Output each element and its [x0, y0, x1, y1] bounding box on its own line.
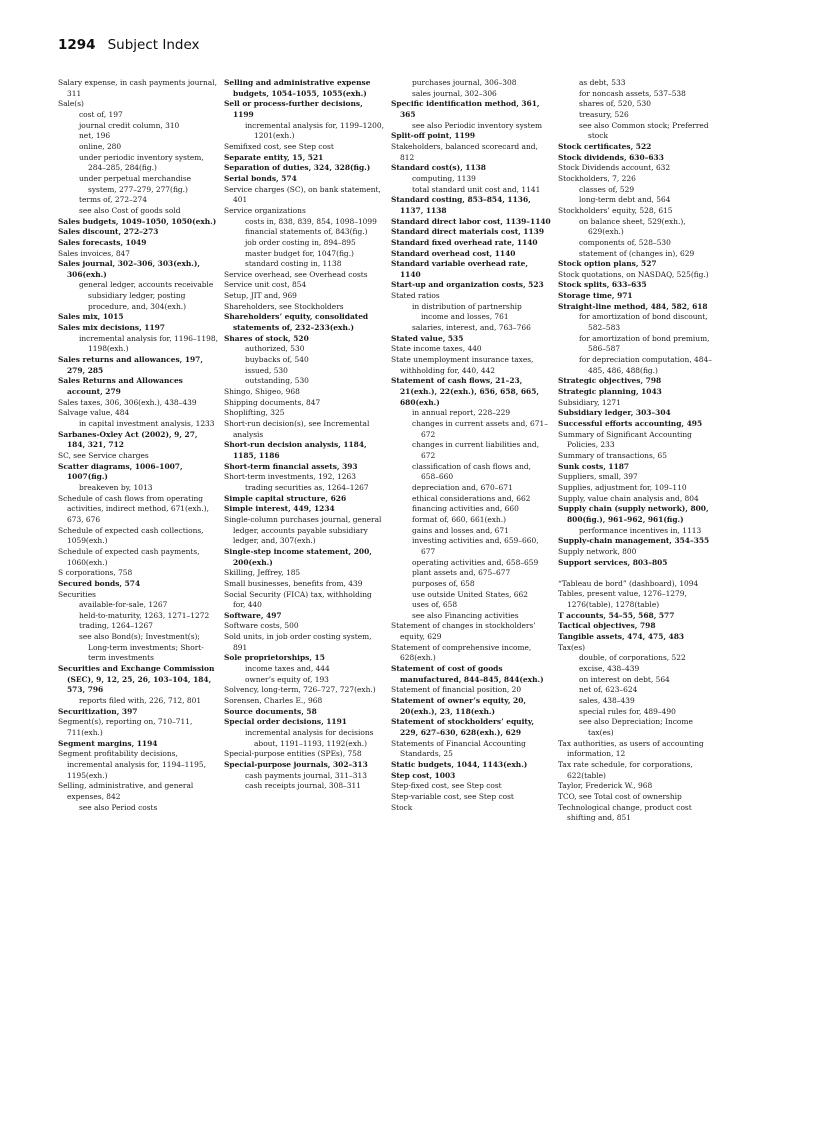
index-entry: Step cost, 1003 — [391, 770, 456, 780]
index-letter-gap — [558, 568, 718, 579]
index-entry: Short-term financial assets, 393 — [224, 461, 358, 471]
index-entry: Stated ratios — [391, 291, 440, 301]
index-entry: Service unit cost, 854 — [224, 280, 307, 290]
index-entry: Tax authorities, as users of accounting information, 12 — [558, 738, 704, 759]
index-entry: Stock option plans, 527 — [558, 259, 657, 269]
index-entry: Stock certificates, 522 — [558, 141, 652, 151]
index-subentry: components of, 528–530 — [579, 237, 671, 247]
index-subentry: see also Depreciation; Income tax(es) — [579, 717, 693, 738]
index-subentry: changes in current assets and, 671–672 — [412, 419, 548, 439]
index-entry: Sales budgets, 1049–1050, 1050(exh.) — [58, 216, 217, 226]
index-entry: Service organizations — [224, 205, 306, 215]
index-subentry: gains and losses and, 671 — [412, 525, 509, 535]
index-subentry: investing activities and, 659–660, 677 — [412, 536, 539, 556]
index-subentry: classes of, 529 — [579, 184, 635, 194]
index-subentry: for depreciation computation, 484–485, 486, 488(fig.) — [579, 355, 712, 375]
index-entry: Solvency, long-term, 726–727, 727(exh.) — [224, 685, 376, 695]
index-subentry: treasury, 526 — [579, 109, 629, 119]
index-subentry: cost of, 197 — [79, 109, 123, 119]
index-subentry: use outside United States, 662 — [412, 589, 528, 599]
index-entry: Service overhead, see Overhead costs — [224, 269, 368, 279]
index-entry: Statement of cost of goods manufactured, 844–845, 844(exh.) — [391, 664, 544, 684]
index-subentry: cash receipts journal, 308–311 — [245, 781, 361, 791]
index-entry: Shipping documents, 847 — [224, 397, 321, 407]
index-subentry: operating activities and, 658–659 — [412, 557, 539, 567]
index-entry: Securitization, 397 — [58, 706, 138, 716]
index-subentry: net of, 623–624 — [579, 685, 638, 695]
index-entry: Software costs, 500 — [224, 621, 299, 631]
index-subentry: terms of, 272–274 — [79, 195, 147, 205]
index-subentry: double, of corporations, 522 — [579, 653, 686, 663]
index-subentry: incremental analysis for decisions about, 1191–1193, 1192(exh.) — [245, 728, 374, 748]
index-entry: Salvage value, 484 — [58, 408, 130, 418]
index-entry: Skilling, Jeffrey, 185 — [224, 568, 301, 578]
index-entry: Sell or process-further decisions, 1199 — [224, 99, 363, 119]
index-entry: Single-column purchases journal, general ledger, accounts payable subsidiary ledger, and, 307(exh.) — [224, 514, 382, 546]
index-subentry: net, 196 — [79, 131, 111, 141]
index-entry: Small businesses, benefits from, 439 — [224, 578, 363, 588]
index-entry: Stockholders, 7, 226 — [558, 173, 636, 183]
index-entry: Separation of duties, 324, 328(fig.) — [224, 163, 371, 173]
index-subentry: master budget for, 1047(fig.) — [245, 248, 354, 258]
index-entry: Single-step income statement, 200, 200(exh.) — [224, 546, 372, 567]
index-subentry: job order costing in, 894–895 — [245, 237, 356, 247]
index-entry: Sales mix decisions, 1197 — [58, 323, 165, 333]
index-subentry: journal credit column, 310 — [79, 120, 180, 130]
index-subentry: performance incentives in, 1113 — [579, 525, 702, 535]
index-subentry: incremental analysis for, 1196–1198, 1198(exh.) — [79, 333, 218, 354]
index-entry: Supplies, adjustment for, 109–110 — [558, 482, 687, 492]
index-entry: Schedule of expected cash collections, 1059(exh.) — [58, 525, 204, 546]
index-entry: Stock Dividends account, 632 — [558, 163, 671, 173]
index-subentry: buybacks of, 540 — [245, 355, 309, 365]
index-entry: Storage time, 971 — [558, 291, 633, 301]
index-subentry: trading securities as, 1264–1267 — [245, 482, 369, 492]
index-entry: Segment margins, 1194 — [58, 738, 158, 748]
index-entry: Separate entity, 15, 521 — [224, 152, 324, 162]
index-entry: Supply network, 800 — [558, 546, 637, 556]
index-entry: Statements of Financial Accounting Standards, 25 — [391, 738, 526, 759]
index-entry: Stock splits, 633–635 — [558, 280, 647, 290]
index-subentry: purposes of, 658 — [412, 578, 475, 588]
index-entry: Taylor, Frederick W., 968 — [558, 781, 653, 791]
index-entry: Sales discount, 272–273 — [58, 227, 159, 237]
index-entry: Tangible assets, 474, 475, 483 — [558, 632, 685, 642]
index-subentry: see also Periodic inventory system — [412, 120, 543, 130]
index-subentry: for noncash assets, 537–538 — [579, 88, 686, 98]
index-entry: SC, see Service charges — [58, 450, 149, 460]
index-column-3 — [391, 78, 551, 813]
index-entry: “Tableau de bord” (dashboard), 1094 — [558, 578, 699, 588]
index-entry: Special order decisions, 1191 — [224, 717, 347, 727]
index-entry: Statement of comprehensive income, 628(exh.) — [391, 642, 532, 663]
index-entry: State unemployment insurance taxes, withholding for, 440, 442 — [391, 355, 534, 375]
index-subentry: income taxes and, 444 — [245, 664, 330, 674]
index-entry: Sales invoices, 847 — [58, 248, 131, 258]
index-entry: Strategic planning, 1043 — [558, 387, 662, 397]
index-entry: Tax rate schedule, for corporations, 622(table) — [558, 759, 693, 780]
index-subentry: in distribution of partnership income and losses, 761 — [412, 301, 522, 322]
index-entry: Serial bonds, 574 — [224, 173, 297, 183]
index-entry: Summary of Significant Accounting Policies, 233 — [558, 429, 692, 450]
index-subentry: held-to-maturity, 1263, 1271–1272 — [79, 610, 210, 620]
index-entry: Sold units, in job order costing system, 891 — [224, 632, 372, 652]
page-header — [58, 36, 200, 56]
index-entry: Sales taxes, 306, 306(exh.), 438–439 — [58, 397, 197, 407]
index-entry: Selling, administrative, and general expenses, 842 — [58, 781, 194, 801]
index-entry: Support services, 803–805 — [558, 557, 668, 567]
index-entry: Shareholders’ equity, consolidated statements of, 232–233(exh.) — [224, 312, 369, 333]
index-subentry: standard costing in, 1138 — [245, 259, 342, 269]
index-entry: Stock — [391, 802, 413, 812]
index-entry: Standard direct materials cost, 1139 — [391, 227, 545, 237]
index-entry: Securities — [58, 589, 96, 599]
index-entry: Securities and Exchange Commission (SEC), 9, 12, 25, 26, 103–104, 184, 573, 796 — [58, 664, 215, 695]
index-entry: Stated value, 535 — [391, 333, 464, 343]
index-entry: Statement of cash flows, 21–23, 21(exh.), 22(exh.), 656, 658, 665, 680(exh.) — [391, 376, 539, 407]
index-entry: Stock quotations, on NASDAQ, 525(fig.) — [558, 269, 709, 279]
index-subentry: under perpetual merchandise system, 277–279, 277(fig.) — [79, 173, 192, 194]
index-subentry: outstanding, 530 — [245, 376, 309, 386]
index-subentry: sales, 438–439 — [579, 696, 635, 706]
index-subentry: sales journal, 302–306 — [412, 88, 497, 98]
index-subentry: on balance sheet, 529(exh.), 629(exh.) — [579, 216, 686, 237]
index-entry: Shoplifting, 325 — [224, 408, 285, 418]
index-column-2 — [224, 78, 384, 792]
index-entry: Sarbanes-Oxley Act (2002), 9, 27, 184, 321, 712 — [58, 429, 198, 450]
index-entry: Standard fixed overhead rate, 1140 — [391, 237, 538, 247]
index-entry: Sale(s) — [58, 99, 84, 109]
index-entry: Sunk costs, 1187 — [558, 461, 630, 471]
index-entry: Short-run decision(s), see Incremental analysis — [224, 419, 370, 439]
index-entry: Sorensen, Charles E., 968 — [224, 696, 323, 706]
index-entry: Sales mix, 1015 — [58, 312, 124, 322]
index-subentry: as debt, 533 — [579, 78, 626, 87]
index-subentry: authorized, 530 — [245, 344, 305, 354]
index-entry: Special-purpose entities (SPEs), 758 — [224, 749, 362, 759]
index-subentry: total standard unit cost and, 1141 — [412, 184, 541, 194]
index-subentry: on interest on debt, 564 — [579, 674, 670, 684]
index-entry: Sole proprietorships, 15 — [224, 653, 325, 663]
index-subentry: in capital investment analysis, 1233 — [79, 419, 215, 428]
index-entry: Sales journal, 302–306, 303(exh.), 306(exh.) — [58, 259, 200, 279]
index-entry: Schedule of cash flows from operating activities, indirect method, 671(exh.), 673, 676 — [58, 493, 209, 524]
index-entry: TCO, see Total cost of ownership — [558, 791, 682, 801]
index-entry: Software, 497 — [224, 610, 282, 620]
index-subentry: general ledger, accounts receivable subsidiary ledger, posting procedure, and, 304(exh.) — [79, 280, 214, 311]
index-subentry: uses of, 658 — [412, 600, 458, 610]
index-subentry: for amortization of bond premium, 586–587 — [579, 333, 710, 354]
index-entry: Short-term investments, 192, 1263 — [224, 472, 356, 482]
index-entry: Statement of financial position, 20 — [391, 685, 522, 695]
index-subentry: incremental analysis for, 1199–1200, 1201(exh.) — [245, 120, 384, 141]
index-entry: Split-off point, 1199 — [391, 131, 476, 141]
index-entry: S corporations, 758 — [58, 568, 133, 578]
page-number: 1294 — [58, 37, 96, 53]
index-entry: Supply, value chain analysis and, 804 — [558, 493, 699, 503]
index-entry: Tactical objectives, 798 — [558, 621, 656, 631]
index-subentry: statement of (changes in), 629 — [579, 248, 695, 258]
index-entry: Segment(s), reporting on, 710–711, 711(exh.) — [58, 717, 193, 738]
index-subentry: financing activities and, 660 — [412, 504, 519, 514]
index-subentry: salaries, interest, and, 763–766 — [412, 323, 531, 333]
index-entry: Specific identification method, 361, 365 — [391, 99, 540, 119]
index-subentry: excise, 438–439 — [579, 664, 640, 674]
index-entry: Special-purpose journals, 302–313 — [224, 760, 368, 769]
index-subentry: see also Common stock; Preferred stock — [579, 120, 709, 141]
index-subentry: for amortization of bond discount, 582–583 — [579, 312, 708, 333]
index-entry: Step-fixed cost, see Step cost — [391, 781, 502, 791]
index-subentry: owner’s equity of, 193 — [245, 674, 329, 684]
index-entry: Shingo, Shigeo, 968 — [224, 387, 300, 397]
index-entry: Suppliers, small, 397 — [558, 472, 638, 482]
index-entry: Stockholders’ equity, 528, 615 — [558, 205, 673, 215]
index-entry: Selling and administrative expense budgets, 1054–1055, 1055(exh.) — [224, 78, 371, 98]
index-entry: Straight-line method, 484, 582, 618 — [558, 301, 708, 311]
index-entry: Sales forecasts, 1049 — [58, 237, 147, 247]
index-entry: T accounts, 54–55, 568, 577 — [558, 610, 675, 620]
index-entry: Source documents, 58 — [224, 706, 317, 716]
index-entry: Simple capital structure, 626 — [224, 493, 347, 503]
index-subentry: issued, 530 — [245, 365, 288, 375]
index-entry: Statement of changes in stockholders’ equity, 629 — [391, 621, 536, 642]
index-entry: Schedule of expected cash payments, 1060(exh.) — [58, 546, 200, 567]
index-entry: Stock dividends, 630–633 — [558, 152, 664, 162]
index-entry: Shareholders, see Stockholders — [224, 301, 344, 311]
index-entry: Statement of owner’s equity, 20, 20(exh.), 23, 118(exh.) — [391, 696, 526, 716]
index-subentry: online, 280 — [79, 141, 122, 151]
index-column-4 — [558, 78, 718, 824]
index-subentry: purchases journal, 306–308 — [412, 78, 517, 87]
index-subentry: see also Cost of goods sold — [79, 205, 181, 215]
index-subentry: breakeven by, 1013 — [79, 482, 153, 492]
index-entry: Statement of stockholders’ equity, 229, 627–630, 628(exh.), 629 — [391, 717, 535, 738]
index-subentry: see also Bond(s); Investment(s); Long-term investments; Short-term investments — [79, 632, 204, 663]
index-entry: Strategic objectives, 798 — [558, 376, 662, 386]
index-entry: Standard cost(s), 1138 — [391, 163, 486, 173]
index-subentry: computing, 1139 — [412, 173, 476, 183]
index-entry: Semifixed cost, see Step cost — [224, 141, 334, 151]
index-entry: Scatter diagrams, 1006–1007, 1007(fig.) — [58, 461, 183, 482]
index-entry: Setup, JIT and, 969 — [224, 291, 297, 301]
index-entry: Supply-chain management, 354–355 — [558, 536, 710, 546]
index-entry: Stakeholders, balanced scorecard and, 812 — [391, 141, 538, 162]
index-subentry: ethical considerations and, 662 — [412, 493, 531, 503]
index-subentry: costs in, 838, 839, 854, 1098–1099 — [245, 216, 377, 226]
index-entry: Summary of transactions, 65 — [558, 450, 667, 460]
index-subentry: long-term debt and, 564 — [579, 195, 671, 205]
index-entry: Standard costing, 853–854, 1136, 1137, 1138 — [391, 195, 531, 215]
index-subentry: financial statements of, 843(fig.) — [245, 227, 368, 237]
index-entry: Salary expense, in cash payments journal, 311 — [58, 78, 217, 98]
index-subentry: reports filed with, 226, 712, 801 — [79, 696, 202, 706]
index-entry: Short-run decision analysis, 1184, 1185, 1186 — [224, 440, 367, 460]
index-entry: Standard direct labor cost, 1139–1140 — [391, 216, 551, 226]
index-subentry: depreciation and, 670–671 — [412, 482, 513, 492]
index-subentry: see also Period costs — [79, 802, 158, 812]
index-subentry: see also Financing activities — [412, 610, 519, 620]
index-entry: Standard overhead cost, 1140 — [391, 248, 516, 258]
index-entry: Secured bonds, 574 — [58, 578, 141, 588]
index-entry: Supply chain (supply network), 800, 800(fig.), 961–962, 961(fig.) — [558, 504, 709, 524]
index-entry: Tables, present value, 1276–1279, 1276(table), 1278(table) — [558, 589, 687, 610]
index-entry: Subsidiary, 1271 — [558, 397, 621, 407]
index-entry: Social Security (FICA) tax, withholding for, 440 — [224, 589, 372, 610]
index-subentry: changes in current liabilities and, 672 — [412, 440, 540, 460]
index-subentry: format of, 660, 661(exh.) — [412, 514, 506, 524]
index-subentry: classification of cash flows and, 658–660 — [412, 461, 532, 482]
index-subentry: plant assets and, 675–677 — [412, 568, 511, 578]
index-entry: Tax(es) — [558, 642, 586, 652]
index-subentry: special rules for, 489–490 — [579, 706, 676, 716]
index-entry: Standard variable overhead rate, 1140 — [391, 259, 528, 279]
index-entry: Sales Returns and Allowances account, 279 — [58, 376, 183, 397]
index-entry: Service charges (SC), on bank statement, 401 — [224, 184, 381, 205]
index-entry: Subsidiary ledger, 303–304 — [558, 408, 671, 418]
index-column-1 — [58, 78, 218, 813]
index-entry: Shares of stock, 520 — [224, 333, 309, 343]
index-subentry: under periodic inventory system, 284–285, 284(fig.) — [79, 152, 204, 173]
index-entry: Simple interest, 449, 1234 — [224, 504, 335, 514]
index-entry: Step-variable cost, see Step cost — [391, 791, 514, 801]
index-entry: Segment profitability decisions, incremental analysis for, 1194–1195, 1195(exh.) — [58, 749, 206, 780]
index-entry: Static budgets, 1044, 1143(exh.) — [391, 760, 528, 769]
index-entry: State income taxes, 440 — [391, 344, 482, 354]
index-subentry: cash payments journal, 311–313 — [245, 770, 367, 780]
index-subentry: shares of, 520, 530 — [579, 99, 651, 109]
index-entry: Technological change, product cost shifting and, 851 — [558, 802, 692, 823]
index-entry: Start-up and organization costs, 523 — [391, 280, 544, 290]
page-title: Subject Index — [107, 37, 200, 53]
index-subentry: available-for-sale, 1267 — [79, 600, 168, 610]
index-subentry: trading, 1264–1267 — [79, 621, 153, 631]
index-entry: Sales returns and allowances, 197, 279, 285 — [58, 355, 203, 375]
index-entry: Successful efforts accounting, 495 — [558, 419, 703, 428]
index-subentry: in annual report, 228–229 — [412, 408, 511, 418]
